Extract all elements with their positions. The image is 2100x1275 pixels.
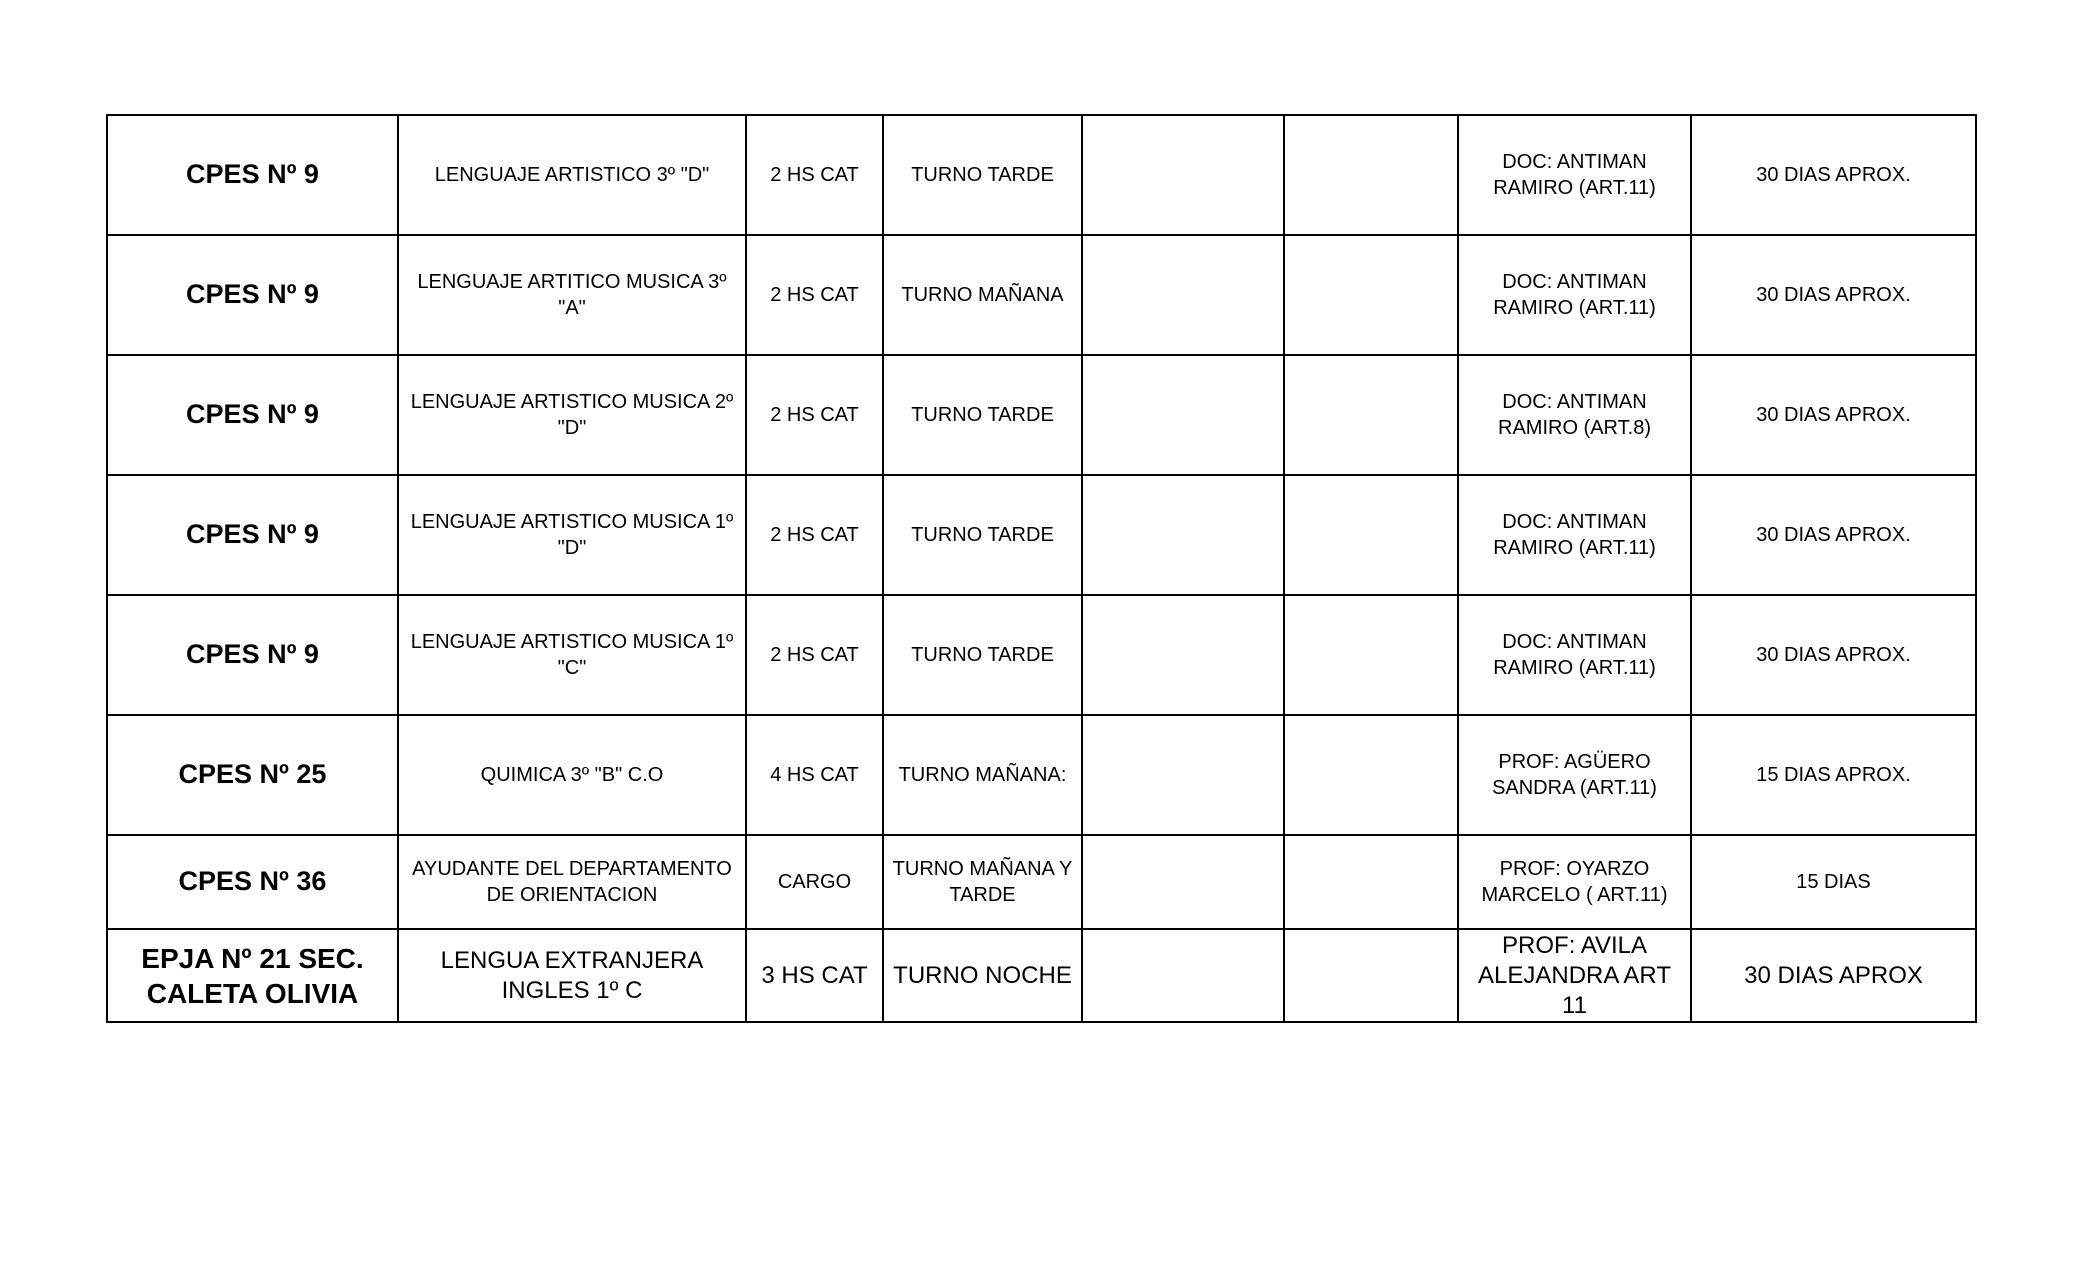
teacher-cell: DOC: ANTIMAN RAMIRO (ART.11) [1458, 115, 1691, 235]
empty-cell [1284, 235, 1458, 355]
empty-cell [1082, 115, 1284, 235]
vacancies-table [106, 114, 1977, 1023]
shift-cell: TURNO TARDE [883, 355, 1082, 475]
empty-cell [1082, 929, 1284, 1022]
duration-cell: 30 DIAS APROX. [1691, 355, 1976, 475]
hours-cell: CARGO [746, 835, 883, 929]
empty-cell [1082, 355, 1284, 475]
table-row [107, 235, 1976, 355]
duration-cell: 30 DIAS APROX. [1691, 115, 1976, 235]
school-cell: CPES Nº 36 [107, 835, 398, 929]
school-cell: CPES Nº 9 [107, 595, 398, 715]
hours-cell: 3 HS CAT [746, 929, 883, 1022]
subject-cell: LENGUAJE ARTISTICO MUSICA 1º "D" [398, 475, 746, 595]
shift-cell: TURNO MAÑANA Y TARDE [883, 835, 1082, 929]
teacher-cell: DOC: ANTIMAN RAMIRO (ART.8) [1458, 355, 1691, 475]
subject-cell: LENGUAJE ARTISTICO MUSICA 1º "C" [398, 595, 746, 715]
table-row [107, 355, 1976, 475]
duration-cell: 30 DIAS APROX. [1691, 595, 1976, 715]
empty-cell [1284, 115, 1458, 235]
empty-cell [1082, 475, 1284, 595]
duration-cell: 30 DIAS APROX. [1691, 235, 1976, 355]
empty-cell [1082, 595, 1284, 715]
duration-cell: 30 DIAS APROX. [1691, 475, 1976, 595]
school-cell: CPES Nº 25 [107, 715, 398, 835]
empty-cell [1284, 929, 1458, 1022]
subject-cell: LENGUAJE ARTISTICO MUSICA 2º "D" [398, 355, 746, 475]
empty-cell [1082, 235, 1284, 355]
teacher-cell: PROF: OYARZO MARCELO ( ART.11) [1458, 835, 1691, 929]
table-row [107, 595, 1976, 715]
hours-cell: 2 HS CAT [746, 235, 883, 355]
hours-cell: 2 HS CAT [746, 595, 883, 715]
empty-cell [1284, 595, 1458, 715]
empty-cell [1284, 475, 1458, 595]
school-cell: CPES Nº 9 [107, 475, 398, 595]
teacher-cell: DOC: ANTIMAN RAMIRO (ART.11) [1458, 595, 1691, 715]
duration-cell: 15 DIAS APROX. [1691, 715, 1976, 835]
teacher-cell: PROF: AVILA ALEJANDRA ART 11 [1458, 929, 1691, 1022]
shift-cell: TURNO TARDE [883, 475, 1082, 595]
teacher-cell: DOC: ANTIMAN RAMIRO (ART.11) [1458, 475, 1691, 595]
school-cell: CPES Nº 9 [107, 115, 398, 235]
shift-cell: TURNO TARDE [883, 595, 1082, 715]
table-row [107, 115, 1976, 235]
empty-cell [1082, 835, 1284, 929]
subject-cell: QUIMICA 3º "B" C.O [398, 715, 746, 835]
table-row [107, 715, 1976, 835]
empty-cell [1284, 355, 1458, 475]
hours-cell: 2 HS CAT [746, 355, 883, 475]
hours-cell: 2 HS CAT [746, 475, 883, 595]
subject-cell: AYUDANTE DEL DEPARTAMENTO DE ORIENTACION [398, 835, 746, 929]
teacher-cell: DOC: ANTIMAN RAMIRO (ART.11) [1458, 235, 1691, 355]
table-row [107, 929, 1976, 1022]
empty-cell [1284, 715, 1458, 835]
school-cell: EPJA Nº 21 SEC. CALETA OLIVIA [107, 929, 398, 1022]
subject-cell: LENGUAJE ARTITICO MUSICA 3º "A" [398, 235, 746, 355]
duration-cell: 30 DIAS APROX [1691, 929, 1976, 1022]
shift-cell: TURNO NOCHE [883, 929, 1082, 1022]
school-cell: CPES Nº 9 [107, 355, 398, 475]
empty-cell [1082, 715, 1284, 835]
shift-cell: TURNO MAÑANA [883, 235, 1082, 355]
shift-cell: TURNO MAÑANA: [883, 715, 1082, 835]
table-row [107, 475, 1976, 595]
subject-cell: LENGUA EXTRANJERA INGLES 1º C [398, 929, 746, 1022]
hours-cell: 4 HS CAT [746, 715, 883, 835]
subject-cell: LENGUAJE ARTISTICO 3º "D" [398, 115, 746, 235]
empty-cell [1284, 835, 1458, 929]
duration-cell: 15 DIAS [1691, 835, 1976, 929]
hours-cell: 2 HS CAT [746, 115, 883, 235]
shift-cell: TURNO TARDE [883, 115, 1082, 235]
teacher-cell: PROF: AGÜERO SANDRA (ART.11) [1458, 715, 1691, 835]
table-row [107, 835, 1976, 929]
school-cell: CPES Nº 9 [107, 235, 398, 355]
